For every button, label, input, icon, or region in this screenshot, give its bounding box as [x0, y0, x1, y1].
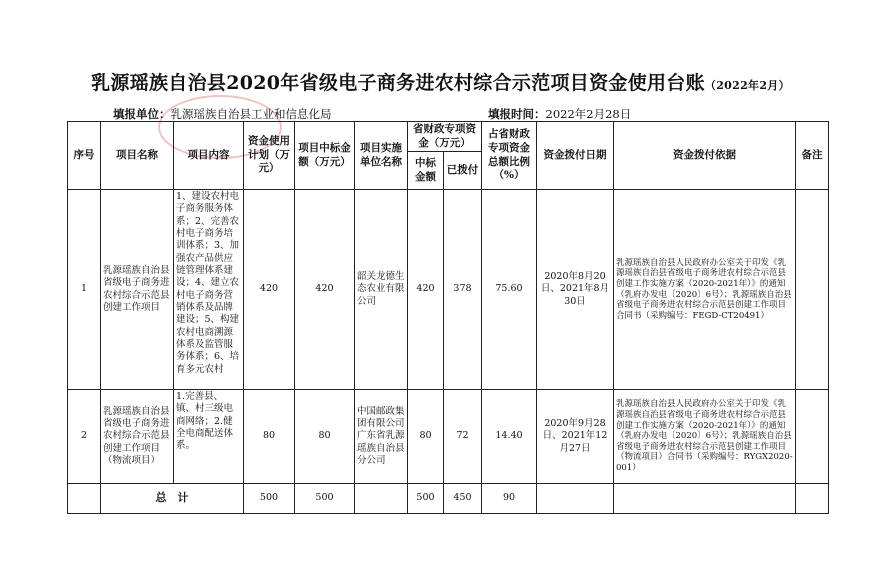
total-unit [355, 484, 408, 514]
row-implementing-unit: 中国邮政集团有限公司广东省乳源瑶族自治县分公司 [355, 390, 408, 484]
total-row [68, 484, 829, 514]
title-text: 乳源瑶族自治县2020年省级电子商务进农村综合示范项目资金使用台账 [91, 72, 705, 94]
header-project-content: 项目内容 [174, 122, 244, 190]
row-fund-plan: 80 [244, 390, 295, 484]
total-fund-plan: 500 [244, 484, 295, 514]
header-pay-basis: 资金拨付依据 [614, 122, 796, 190]
row-project-name: 乳源瑶族自治县省级电子商务进农村综合示范县创建工作项目 [101, 190, 174, 390]
row-remark [796, 390, 829, 484]
row-pay-date: 2020年9月28日、2021年12月27日 [537, 390, 614, 484]
row-remark [796, 190, 829, 390]
row-project-name: 乳源瑶族自治县省级电子商务进农村综合示范县创建工作项目（物流项目） [101, 390, 174, 484]
row-prov-paid: 72 [444, 390, 482, 484]
total-ratio: 90 [482, 484, 537, 514]
total-seq [68, 484, 101, 514]
reporting-unit-value: 乳源瑶族自治县工业和信息化局 [170, 107, 332, 121]
title-date: （2022年2月） [704, 79, 790, 92]
row-prov-bid: 80 [408, 390, 444, 484]
row-bid-amount: 420 [295, 190, 355, 390]
row-fund-plan: 420 [244, 190, 295, 390]
row-project-content: 1、建设农村电子商务服务体系；2、完善农村电子商务培训体系；3、加强农产品供应链管理体系建设；4、建立农村电子商务营销体系及品牌建设；5、构建农村电商溯源体系及监管服务体系；6、培育多元农村 [174, 190, 244, 390]
row-prov-bid: 420 [408, 190, 444, 390]
total-pay-basis [614, 484, 796, 514]
row-seq: 2 [68, 390, 101, 484]
header-fund-plan: 资金使用计划（万元） [244, 122, 295, 190]
header-seq: 序号 [68, 122, 101, 190]
total-remark [796, 484, 829, 514]
row-pay-date: 2020年8月20日、2021年8月30日 [537, 190, 614, 390]
header-implementing-unit: 项目实施单位名称 [355, 122, 408, 190]
document-title [0, 68, 881, 95]
header-row-1 [68, 122, 829, 152]
row-pay-basis: 乳源瑶族自治县人民政府办公室关于印发《乳源瑶族自治县省级电子商务进农村综合示范县创建工作实施方案（2020-2021年）》的通知（乳府办发电〔2020〕6号）；乳源瑶族自治县省级电子商务进农村综合示范县创建工作项目（物流项目）合同书（采购编号：RYGX2020-001） [614, 390, 796, 484]
header-provincial-fund: 省财政专项资金（万元） [408, 122, 482, 152]
total-label: 总 计 [101, 484, 244, 514]
total-bid-amount: 500 [295, 484, 355, 514]
total-pay-date [537, 484, 614, 514]
table-row [68, 190, 829, 390]
header-ratio: 占省财政专项资金总额比例（%） [482, 122, 537, 190]
header-pay-date: 资金拨付日期 [537, 122, 614, 190]
row-ratio: 14.40 [482, 390, 537, 484]
header-prov-bid: 中标金额 [408, 152, 444, 190]
row-implementing-unit: 韶关龙德生态农业有限公司 [355, 190, 408, 390]
row-project-content: 1.完善县、镇、村三级电商网络；2.健全电商配送体系。 [174, 390, 244, 484]
row-seq: 1 [68, 190, 101, 390]
header-bid-amount: 项目中标金额（万元） [295, 122, 355, 190]
reporting-unit-label: 填报单位： [113, 107, 171, 121]
report-time-line [488, 106, 631, 122]
row-prov-paid: 378 [444, 190, 482, 390]
header-prov-paid: 已拨付 [444, 152, 482, 190]
reporting-unit-line [113, 106, 332, 122]
fund-ledger-table [67, 121, 829, 514]
table-row [68, 390, 829, 484]
row-ratio: 75.60 [482, 190, 537, 390]
header-project-name: 项目名称 [101, 122, 174, 190]
row-pay-basis: 乳源瑶族自治县人民政府办公室关于印发《乳源瑶族自治县省级电子商务进农村综合示范县创建工作实施方案（2020-2021年）》的通知（乳府办发电〔2020〕6号）；乳源瑶族自治县省级电子商务进农村综合示范县创建工作项目合同书（采购编号：FEGD-CT20491） [614, 190, 796, 390]
total-prov-paid: 450 [444, 484, 482, 514]
header-remark: 备注 [796, 122, 829, 190]
report-time-value: 2022年2月28日 [545, 107, 632, 121]
row-bid-amount: 80 [295, 390, 355, 484]
total-prov-bid: 500 [408, 484, 444, 514]
report-time-label: 填报时间： [488, 107, 546, 121]
